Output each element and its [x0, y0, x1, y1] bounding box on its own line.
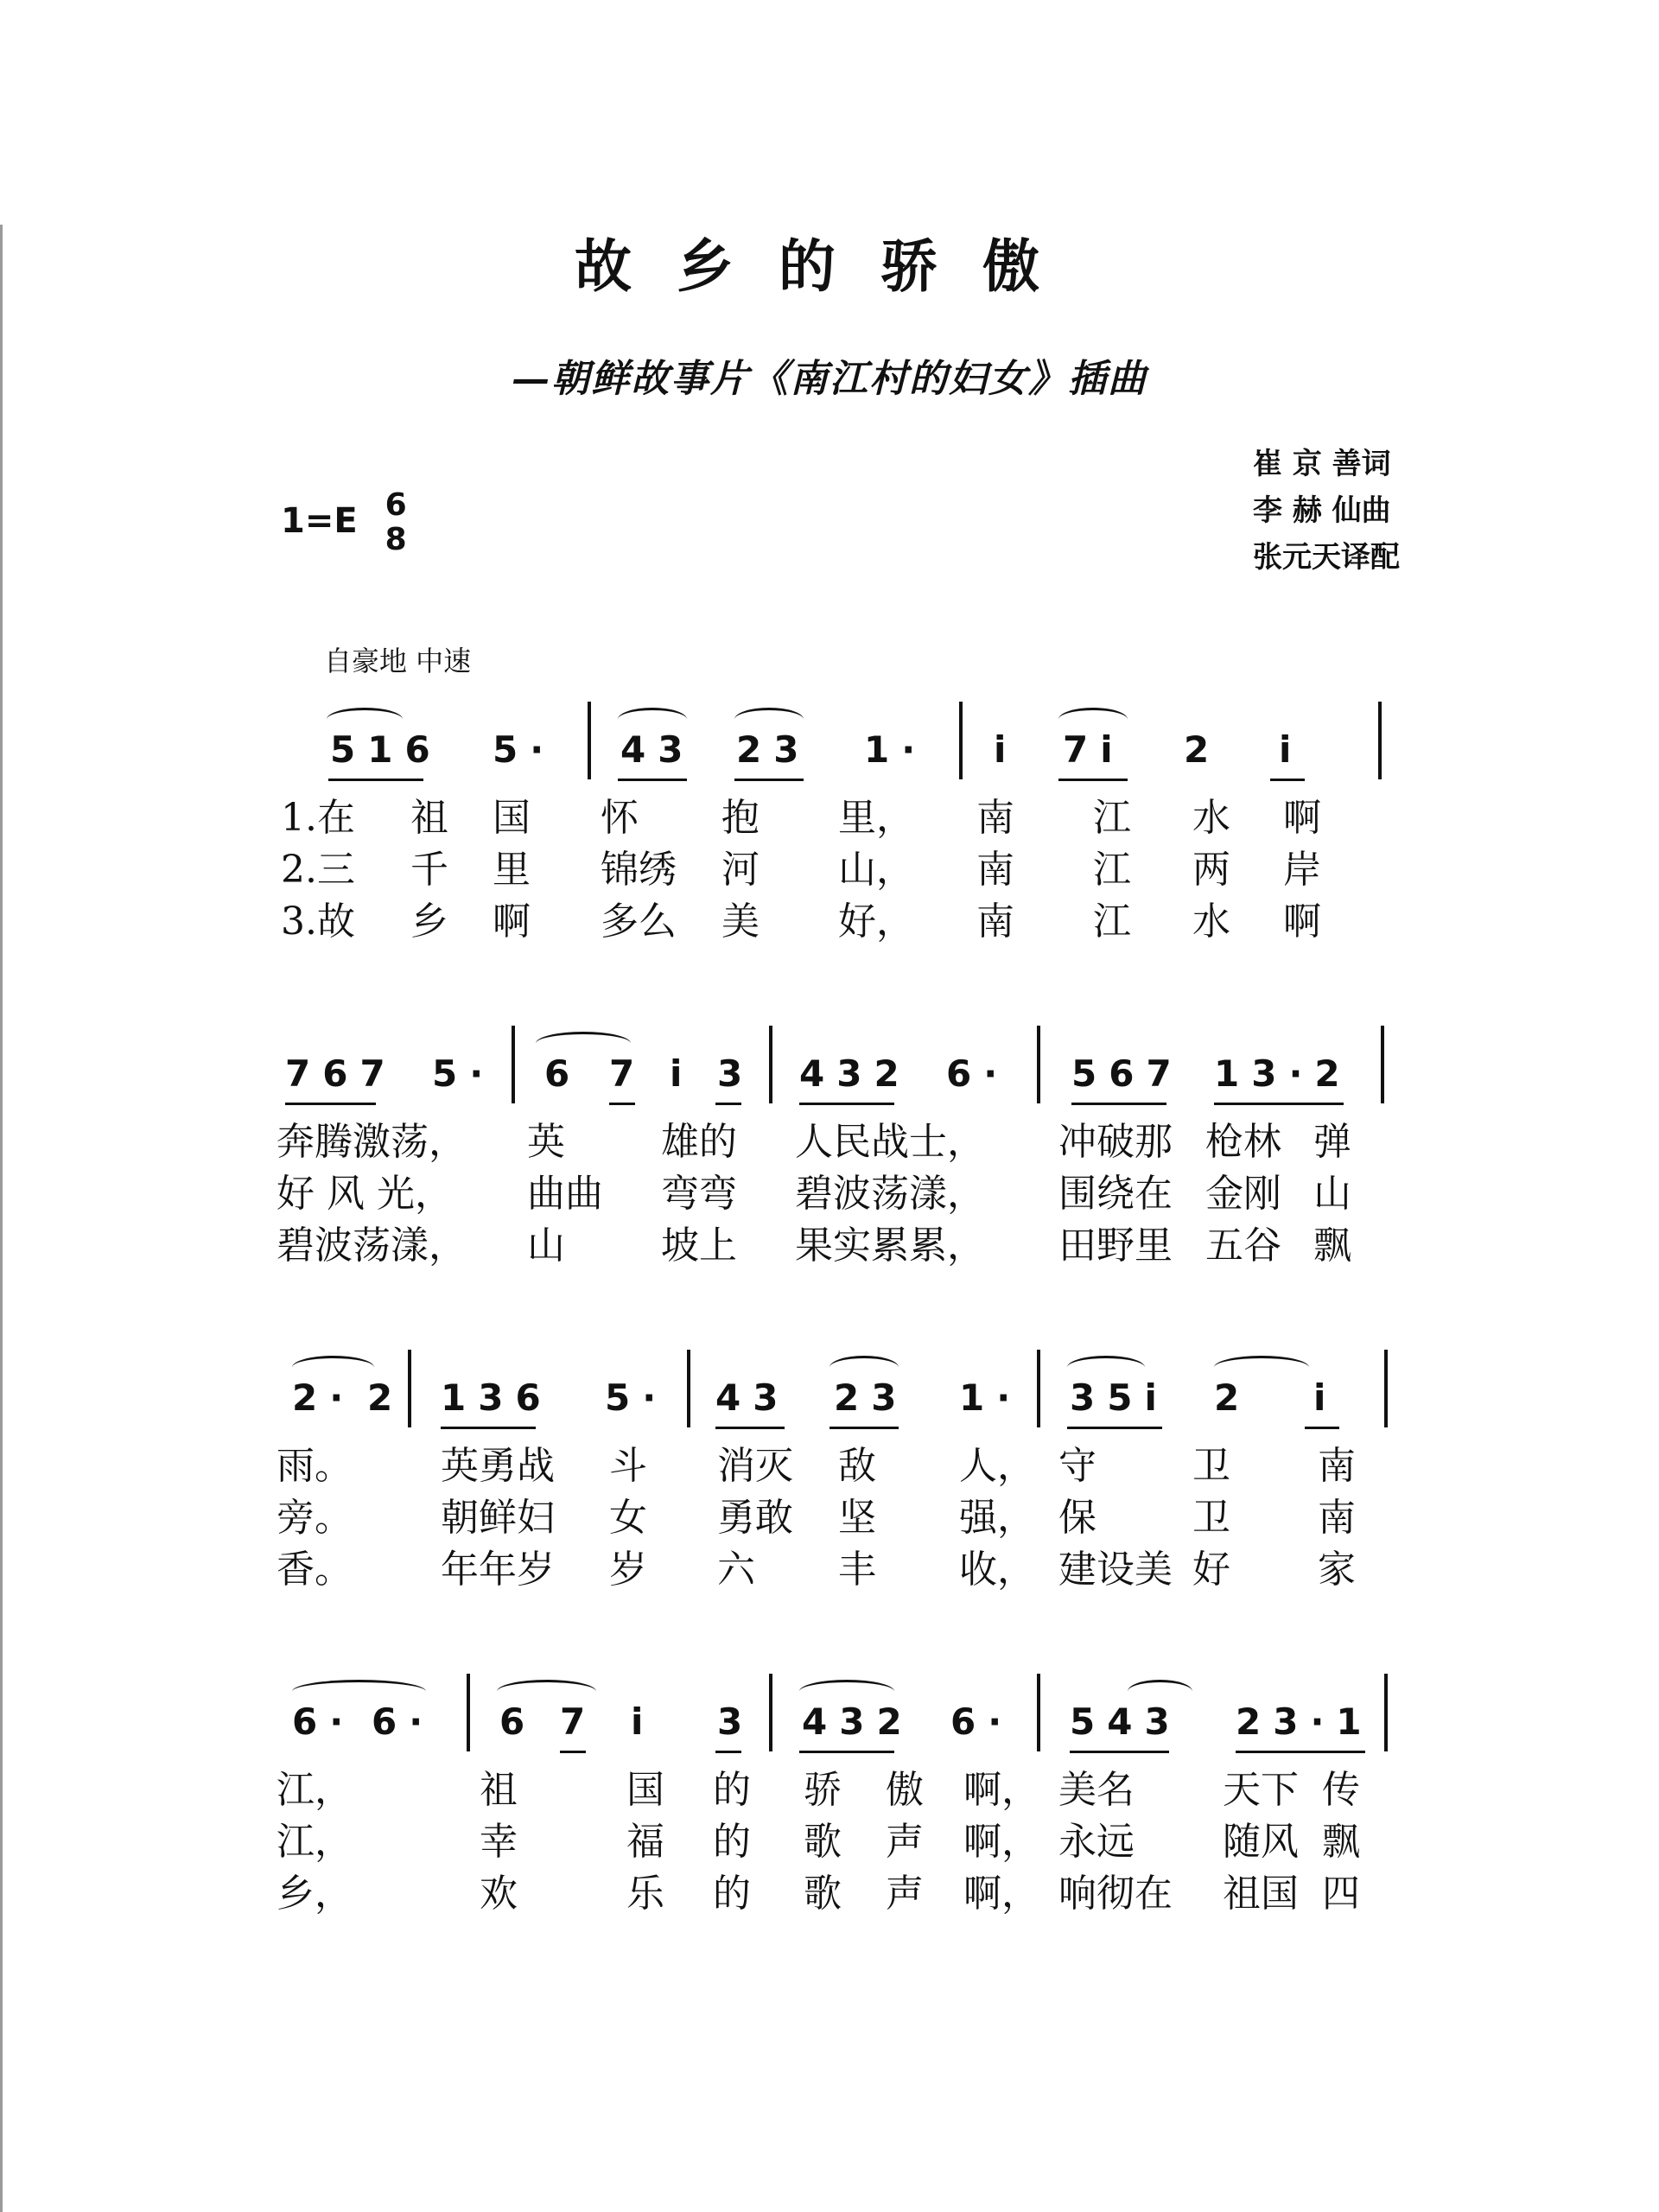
- beam-underline: [799, 1751, 894, 1753]
- slur-arc: [497, 1680, 596, 1703]
- lyric-word: 消灭: [717, 1444, 793, 1488]
- lyric-word: 南: [1318, 1496, 1356, 1540]
- lyric-word: 歌: [804, 1820, 842, 1864]
- lyric-word: 河: [721, 848, 760, 892]
- score-system-4: [276, 1672, 1400, 1914]
- lyric-word: 冲破那: [1058, 1120, 1173, 1164]
- note-group: 23: [834, 1376, 909, 1419]
- score-system-1: [276, 700, 1400, 942]
- lyric-word: 奔腾激荡，: [276, 1120, 467, 1164]
- notes-row: [276, 1672, 1400, 1758]
- bar-line: [408, 1350, 411, 1427]
- lyric-word: 啊: [1283, 796, 1321, 840]
- note-group: 13·2: [1214, 1052, 1352, 1095]
- lyric-word: 祖: [480, 1768, 518, 1812]
- slur-arc: [292, 1680, 426, 1703]
- lyric-word: 的: [713, 1820, 751, 1864]
- composer-credit: 李 赫 仙曲: [1253, 493, 1391, 528]
- beam-underline: [1214, 1103, 1344, 1105]
- slur-arc: [1128, 1680, 1192, 1703]
- credits: [1253, 441, 1400, 581]
- lyric-word: 年年岁: [441, 1548, 555, 1592]
- lyric-word: 好: [1192, 1548, 1230, 1592]
- bar-line: [1037, 1026, 1040, 1103]
- bar-line: [588, 702, 591, 779]
- lyric-word: 啊: [493, 899, 531, 944]
- beam-underline: [285, 1103, 376, 1105]
- note-group: 23: [736, 728, 811, 771]
- lyric-line-3: [276, 890, 1400, 942]
- lyric-line-3: [276, 1862, 1400, 1914]
- lyric-word: 好，: [838, 899, 914, 944]
- page-edge: [0, 225, 3, 2212]
- lyric-word: 的: [713, 1768, 751, 1812]
- bar-line: [467, 1674, 470, 1751]
- time-bottom: 8: [385, 522, 407, 557]
- lyric-word: 保: [1058, 1496, 1096, 1540]
- note-group: 1·: [959, 1376, 1023, 1419]
- bar-line: [1384, 1350, 1388, 1427]
- notes-row: [276, 700, 1400, 786]
- lyric-word: 响彻在: [1058, 1872, 1173, 1916]
- note-group: 543: [1070, 1700, 1182, 1743]
- lyric-word: 碧波荡漾，: [795, 1172, 985, 1216]
- lyric-word: 水: [1192, 899, 1230, 944]
- lyric-word: 南: [1318, 1444, 1356, 1488]
- lyric-word: 果实累累，: [795, 1224, 985, 1268]
- lyricist-credit: 崔 京 善词: [1253, 447, 1391, 481]
- beam-underline: [715, 1427, 785, 1429]
- score-system-3: [276, 1348, 1400, 1590]
- lyric-word: 乡，: [276, 1872, 353, 1916]
- lyric-word: 多么: [601, 899, 677, 944]
- lyric-word: 坡上: [661, 1224, 737, 1268]
- lyric-word: 收，: [959, 1548, 1035, 1592]
- lyric-word: 歌: [804, 1872, 842, 1916]
- note-group: 6·: [292, 1700, 356, 1743]
- bar-line: [769, 1026, 772, 1103]
- note-group: 136: [441, 1376, 553, 1419]
- lyric-word: 美: [721, 899, 760, 944]
- lyric-word: 乐: [626, 1872, 664, 1916]
- lyric-word: 江: [1093, 899, 1131, 944]
- note-group: 7: [560, 1700, 598, 1743]
- beam-underline: [618, 779, 687, 781]
- lyric-word: 抱: [721, 796, 760, 840]
- note-group: i: [1279, 728, 1304, 771]
- lyric-word: 啊，: [963, 1872, 1039, 1916]
- note-group: 5·: [493, 728, 556, 771]
- note-group: 5·: [605, 1376, 669, 1419]
- lyric-word: 天下: [1223, 1768, 1299, 1812]
- lyric-word: 强，: [959, 1496, 1035, 1540]
- note-group: 6·: [950, 1700, 1014, 1743]
- lyric-word: 弯弯: [661, 1172, 737, 1216]
- lyric-word: 啊，: [963, 1820, 1039, 1864]
- slur-arc: [1058, 708, 1128, 731]
- lyric-word: 骄: [804, 1768, 842, 1812]
- note-group: 3: [717, 1700, 755, 1743]
- lyric-word: 山: [527, 1224, 565, 1268]
- lyric-word: 金刚: [1205, 1172, 1281, 1216]
- lyric-word: 南: [976, 848, 1014, 892]
- note-group: 2: [1184, 728, 1222, 771]
- score-system-2: [276, 1024, 1400, 1266]
- lyric-word: 人，: [959, 1444, 1035, 1488]
- lyric-word: 岁: [609, 1548, 647, 1592]
- beam-underline: [609, 1103, 635, 1105]
- note-group: 432: [802, 1700, 914, 1743]
- bar-line: [959, 702, 963, 779]
- lyric-word: 家: [1318, 1548, 1356, 1592]
- note-group: 767: [285, 1052, 397, 1095]
- tempo-marking: 自豪地 中速: [324, 645, 472, 677]
- lyric-word: 的: [713, 1872, 751, 1916]
- lyric-word: 两: [1192, 848, 1230, 892]
- note-group: 6·: [946, 1052, 1010, 1095]
- lyric-word: 里，: [838, 796, 914, 840]
- lyric-word: 随风: [1223, 1820, 1299, 1864]
- lyric-word: 祖: [410, 796, 448, 840]
- lyric-word: 啊: [1283, 899, 1321, 944]
- lyric-word: 水: [1192, 796, 1230, 840]
- lyric-word: 丰: [838, 1548, 876, 1592]
- note-group: 6: [544, 1052, 582, 1095]
- lyric-word: 欢: [480, 1872, 518, 1916]
- beam-underline: [1270, 779, 1305, 781]
- lyric-word: 江，: [276, 1820, 353, 1864]
- slur-arc: [292, 1356, 374, 1379]
- lyric-line-1: [276, 1758, 1400, 1810]
- lyric-word: 祖国: [1223, 1872, 1299, 1916]
- lyric-word: 好 风 光，: [276, 1172, 453, 1216]
- note-group: 43: [715, 1376, 791, 1419]
- lyric-line-1: [276, 786, 1400, 838]
- beam-underline: [830, 1427, 899, 1429]
- beam-underline: [715, 1751, 741, 1753]
- lyric-word: 江: [1093, 848, 1131, 892]
- beam-underline: [1058, 779, 1128, 781]
- note-group: 2: [367, 1376, 405, 1419]
- lyric-word: 南: [976, 899, 1014, 944]
- translator-credit: 张元天译配: [1253, 540, 1400, 575]
- beam-underline: [1071, 1103, 1166, 1105]
- lyric-word: 英勇战: [441, 1444, 555, 1488]
- lyric-word: 朝鲜妇: [441, 1496, 555, 1540]
- key-label: 1=E: [281, 501, 358, 541]
- lyric-word: 美名: [1058, 1768, 1135, 1812]
- note-group: 7i: [1063, 728, 1125, 771]
- key-signature: [281, 488, 407, 557]
- lyric-word: 傲: [886, 1768, 924, 1812]
- note-group: 432: [799, 1052, 912, 1095]
- slur-arc: [799, 1680, 894, 1703]
- lyric-line-3: [276, 1538, 1400, 1590]
- lyric-word: 飘: [1322, 1820, 1360, 1864]
- lyric-word: 枪林: [1205, 1120, 1281, 1164]
- lyric-word: 人民战士，: [795, 1120, 985, 1164]
- note-group: 35i: [1070, 1376, 1169, 1419]
- note-group: 43: [620, 728, 696, 771]
- slur-arc: [1067, 1356, 1145, 1379]
- beam-underline: [1236, 1751, 1365, 1753]
- note-group: 5·: [432, 1052, 496, 1095]
- beam-underline: [560, 1751, 586, 1753]
- lyric-word: 啊，: [963, 1768, 1039, 1812]
- lyric-word: 六: [717, 1548, 755, 1592]
- beam-underline: [1305, 1427, 1339, 1429]
- note-group: i: [1313, 1376, 1338, 1419]
- lyric-word: 英: [527, 1120, 565, 1164]
- lyric-word: 五谷: [1205, 1224, 1281, 1268]
- beam-underline: [715, 1103, 741, 1105]
- note-group: i: [631, 1700, 656, 1743]
- lyric-line-1: [276, 1434, 1400, 1486]
- lyric-word: 幸: [480, 1820, 518, 1864]
- lyric-word: 香。: [276, 1548, 353, 1592]
- lyric-word: 声: [886, 1820, 924, 1864]
- bar-line: [1037, 1350, 1040, 1427]
- song-title: 故乡的骄傲: [575, 232, 1084, 300]
- lyric-word: 永远: [1058, 1820, 1135, 1864]
- note-group: 567: [1071, 1052, 1184, 1095]
- slur-arc: [734, 708, 804, 731]
- lyric-word: 山，: [838, 848, 914, 892]
- bar-line: [769, 1674, 772, 1751]
- slur-arc: [618, 708, 687, 731]
- lyric-word: 千: [410, 848, 448, 892]
- note-group: 6·: [372, 1700, 435, 1743]
- bar-line: [687, 1350, 690, 1427]
- lyric-word: 怀: [601, 796, 639, 840]
- lyric-word: 1.在: [281, 796, 355, 840]
- time-signature: [385, 488, 407, 557]
- lyric-word: 雄的: [661, 1120, 737, 1164]
- bar-line: [512, 1026, 515, 1103]
- bar-line: [1384, 1674, 1388, 1751]
- lyric-line-2: [276, 1810, 1400, 1862]
- lyric-word: 卫: [1192, 1496, 1230, 1540]
- lyric-word: 山: [1313, 1172, 1351, 1216]
- time-top: 6: [385, 487, 407, 523]
- lyric-word: 勇敢: [717, 1496, 793, 1540]
- lyric-word: 守: [1058, 1444, 1096, 1488]
- lyric-line-3: [276, 1214, 1400, 1266]
- lyric-word: 女: [609, 1496, 647, 1540]
- note-group: 516: [330, 728, 442, 771]
- note-group: i: [670, 1052, 695, 1095]
- lyric-word: 曲曲: [527, 1172, 603, 1216]
- lyric-word: 2.三: [281, 848, 355, 892]
- beam-underline: [734, 779, 804, 781]
- slur-arc: [536, 1032, 631, 1055]
- beam-underline: [441, 1427, 536, 1429]
- lyric-word: 里: [493, 848, 531, 892]
- lyric-word: 弹: [1313, 1120, 1351, 1164]
- lyric-word: 江，: [276, 1768, 353, 1812]
- notes-row: [276, 1348, 1400, 1434]
- note-group: 7: [609, 1052, 647, 1095]
- lyric-word: 3.故: [281, 899, 355, 944]
- lyric-word: 锦绣: [601, 848, 677, 892]
- lyric-word: 国: [626, 1768, 664, 1812]
- note-group: 3: [717, 1052, 755, 1095]
- beam-underline: [1067, 1427, 1162, 1429]
- note-group: i: [994, 728, 1019, 771]
- lyric-line-1: [276, 1110, 1400, 1162]
- lyric-word: 四: [1322, 1872, 1360, 1916]
- slur-arc: [327, 708, 403, 731]
- note-group: 1·: [864, 728, 928, 771]
- lyric-word: 碧波荡漾，: [276, 1224, 467, 1268]
- bar-line: [1037, 1674, 1040, 1751]
- lyric-word: 卫: [1192, 1444, 1230, 1488]
- lyric-word: 江: [1093, 796, 1131, 840]
- lyric-word: 田野里: [1058, 1224, 1173, 1268]
- notes-row: [276, 1024, 1400, 1110]
- beam-underline: [328, 779, 423, 781]
- note-group: 6: [499, 1700, 537, 1743]
- lyric-word: 坚: [838, 1496, 876, 1540]
- note-group: 2·: [292, 1376, 356, 1419]
- lyric-line-2: [276, 838, 1400, 890]
- lyric-word: 旁。: [276, 1496, 353, 1540]
- lyric-word: 斗: [609, 1444, 647, 1488]
- lyric-word: 国: [493, 796, 531, 840]
- song-subtitle: —朝鲜故事片《南江村的妇女》插曲: [512, 357, 1147, 401]
- beam-underline: [799, 1103, 894, 1105]
- lyric-word: 乡: [410, 899, 448, 944]
- lyric-line-2: [276, 1162, 1400, 1214]
- lyric-word: 传: [1322, 1768, 1360, 1812]
- lyric-word: 飘: [1313, 1224, 1351, 1268]
- lyric-word: 福: [626, 1820, 664, 1864]
- lyric-word: 雨。: [276, 1444, 353, 1488]
- lyric-word: 建设美: [1058, 1548, 1173, 1592]
- note-group: 23·1: [1236, 1700, 1374, 1743]
- slur-arc: [830, 1356, 899, 1379]
- lyric-line-2: [276, 1486, 1400, 1538]
- note-group: 2: [1214, 1376, 1252, 1419]
- slur-arc: [1214, 1356, 1309, 1379]
- beam-underline: [1070, 1751, 1169, 1753]
- lyric-word: 声: [886, 1872, 924, 1916]
- lyric-word: 敌: [838, 1444, 876, 1488]
- lyric-word: 岸: [1283, 848, 1321, 892]
- bar-line: [1378, 702, 1382, 779]
- lyric-word: 南: [976, 796, 1014, 840]
- bar-line: [1381, 1026, 1384, 1103]
- lyric-word: 围绕在: [1058, 1172, 1173, 1216]
